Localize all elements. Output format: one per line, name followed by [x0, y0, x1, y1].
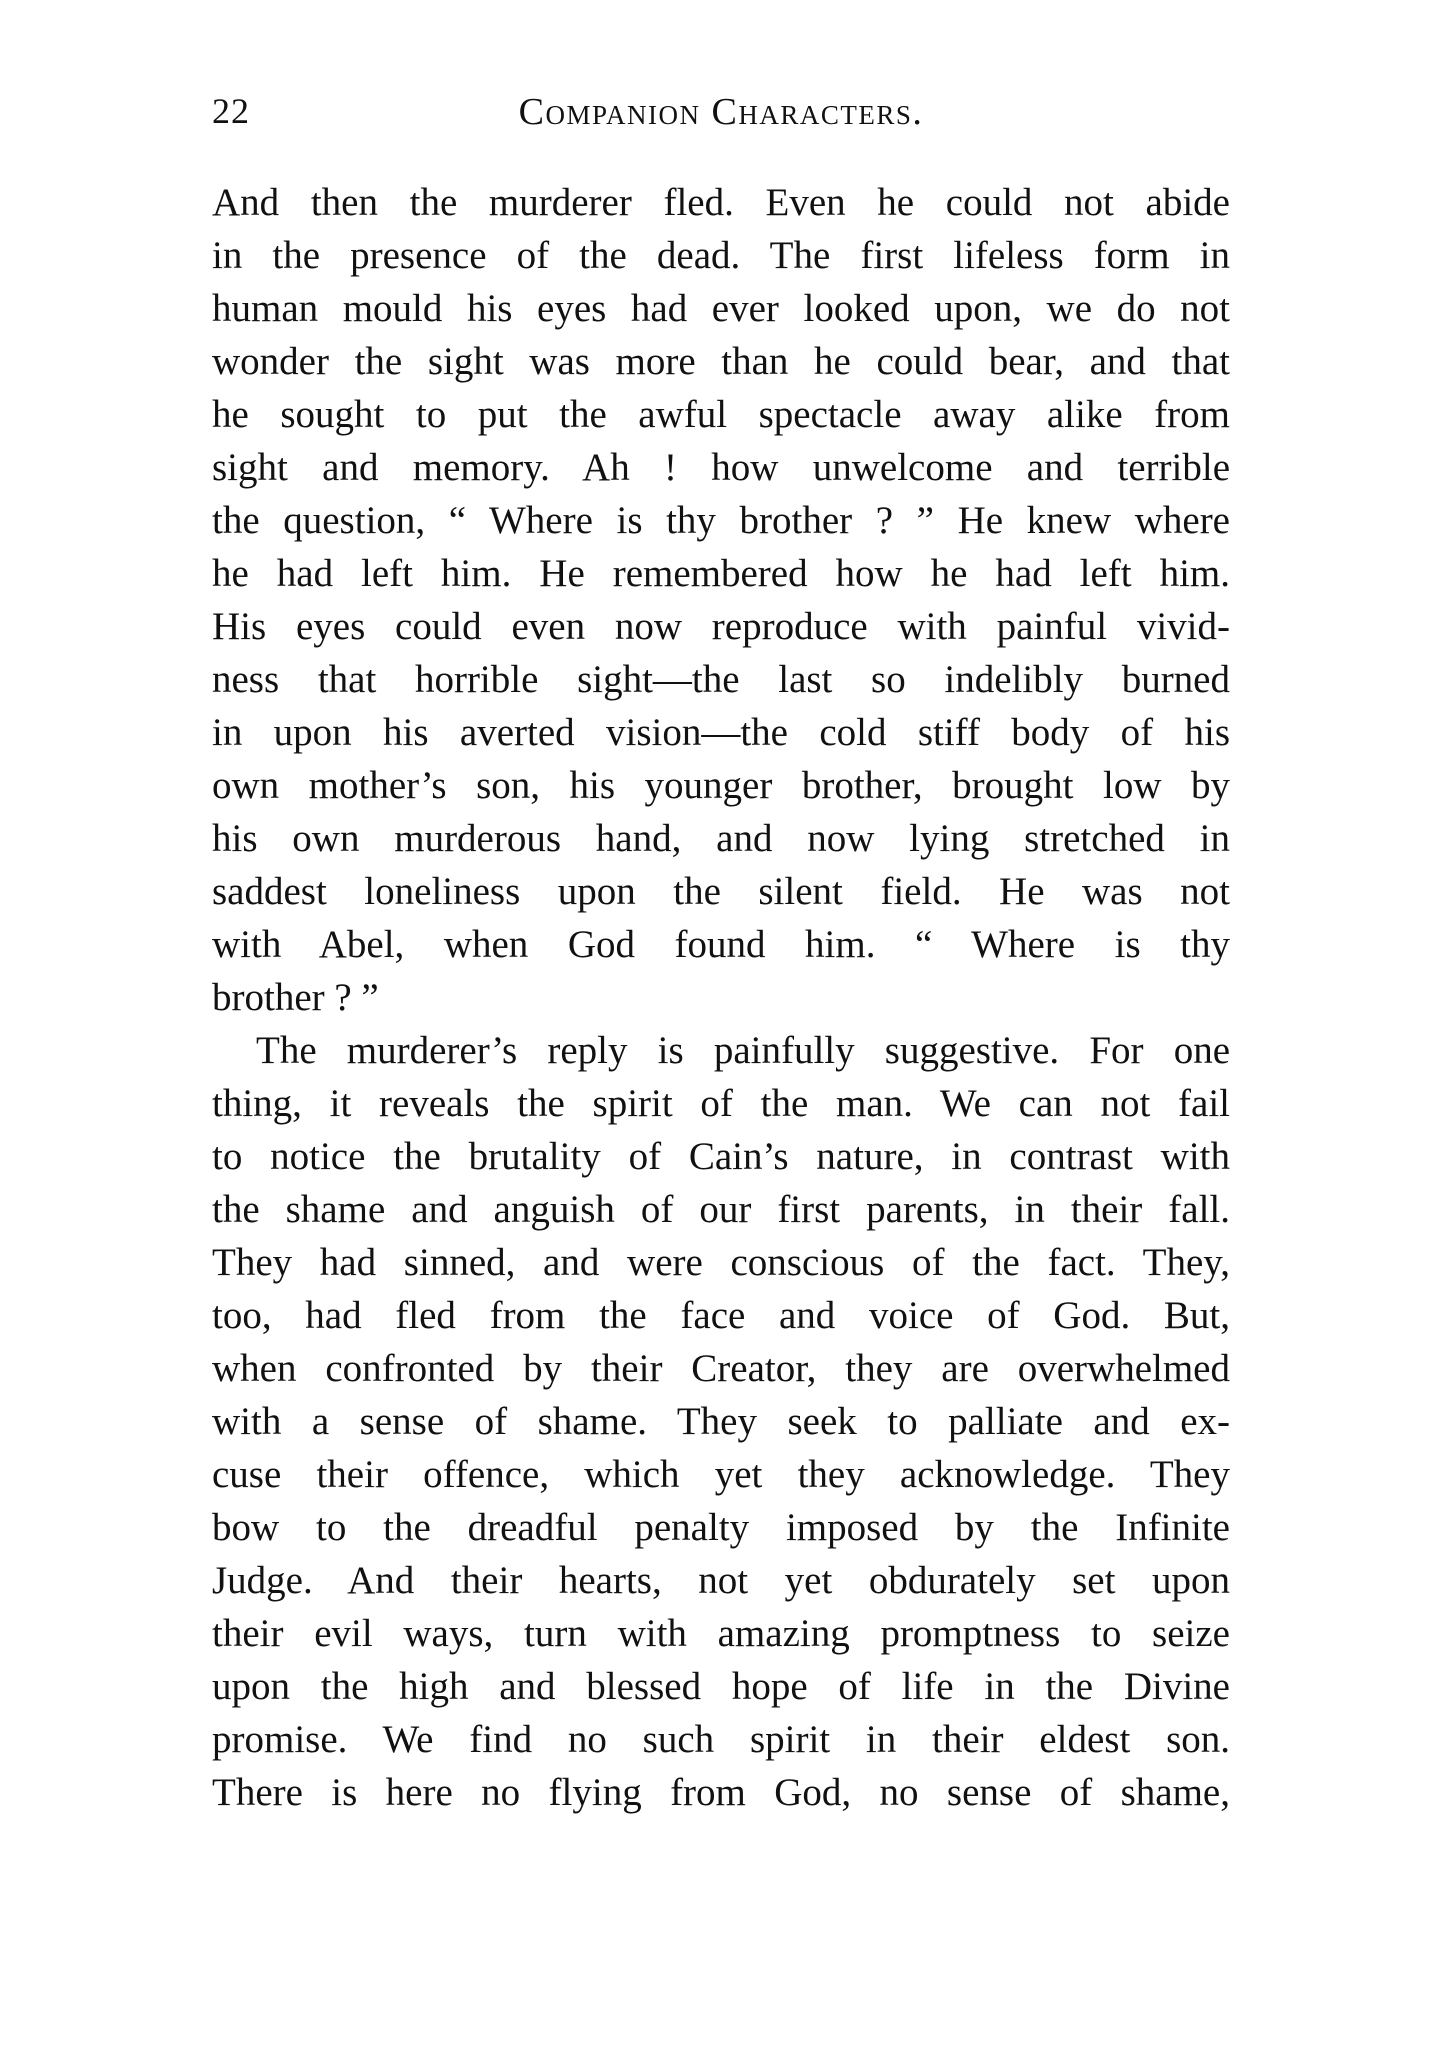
text-line-paragraph-start: The murderer’s reply is painfully suggestive. For one — [256, 1029, 1230, 1072]
text-line: the shame and anguish of our first parents, in their fall. — [212, 1188, 1230, 1231]
text-line: promise. We find no such spirit in their eldest son. — [212, 1718, 1230, 1761]
text-line: the question, “ Where is thy brother ? ” He knew where — [212, 499, 1230, 542]
text-line: he sought to put the awful spectacle away alike from — [212, 393, 1230, 436]
text-line: with a sense of shame. They seek to palliate and ex- — [212, 1400, 1230, 1443]
page-number: 22 — [212, 91, 250, 131]
text-line: saddest loneliness upon the silent field. He was not — [212, 870, 1230, 913]
text-line: too, had fled from the face and voice of God. But, — [212, 1294, 1230, 1337]
text-line: ness that horrible sight—the last so indelibly burned — [212, 658, 1230, 701]
text-line: human mould his eyes had ever looked upon, we do not — [212, 287, 1230, 330]
text-line: their evil ways, turn with amazing promptness to seize — [212, 1612, 1230, 1655]
body-text — [212, 176, 1230, 1819]
text-line: in the presence of the dead. The first lifeless form in — [212, 234, 1230, 277]
text-line: upon the high and blessed hope of life in the Divine — [212, 1665, 1230, 1708]
text-line: own mother’s son, his younger brother, brought low by — [212, 764, 1230, 807]
text-line: thing, it reveals the spirit of the man. We can not fail — [212, 1082, 1230, 1125]
page-header — [212, 90, 1230, 146]
text-line: to notice the brutality of Cain’s nature, in contrast with — [212, 1135, 1230, 1178]
text-line: Judge. And their hearts, not yet obdurately set upon — [212, 1559, 1230, 1602]
text-line: he had left him. He remembered how he had left him. — [212, 552, 1230, 595]
text-line: They had sinned, and were conscious of the fact. They, — [212, 1241, 1230, 1284]
text-line: with Abel, when God found him. “ Where is thy — [212, 923, 1230, 966]
text-line: his own murderous hand, and now lying stretched in — [212, 817, 1230, 860]
text-line: when confronted by their Creator, they are overwhelmed — [212, 1347, 1230, 1390]
text-line: His eyes could even now reproduce with painful vivid- — [212, 605, 1230, 648]
text-line: There is here no flying from God, no sense of shame, — [212, 1771, 1230, 1814]
running-head: Companion Characters. — [518, 91, 924, 133]
text-line: wonder the sight was more than he could bear, and that — [212, 340, 1230, 383]
text-line: in upon his averted vision—the cold stiff body of his — [212, 711, 1230, 754]
text-line: cuse their offence, which yet they acknowledge. They — [212, 1453, 1230, 1496]
text-line: sight and memory. Ah ! how unwelcome and terrible — [212, 446, 1230, 489]
text-line: bow to the dreadful penalty imposed by the Infinite — [212, 1506, 1230, 1549]
text-line: And then the murderer fled. Even he could not abide — [212, 181, 1230, 224]
text-line: brother ? ” — [212, 976, 379, 1019]
